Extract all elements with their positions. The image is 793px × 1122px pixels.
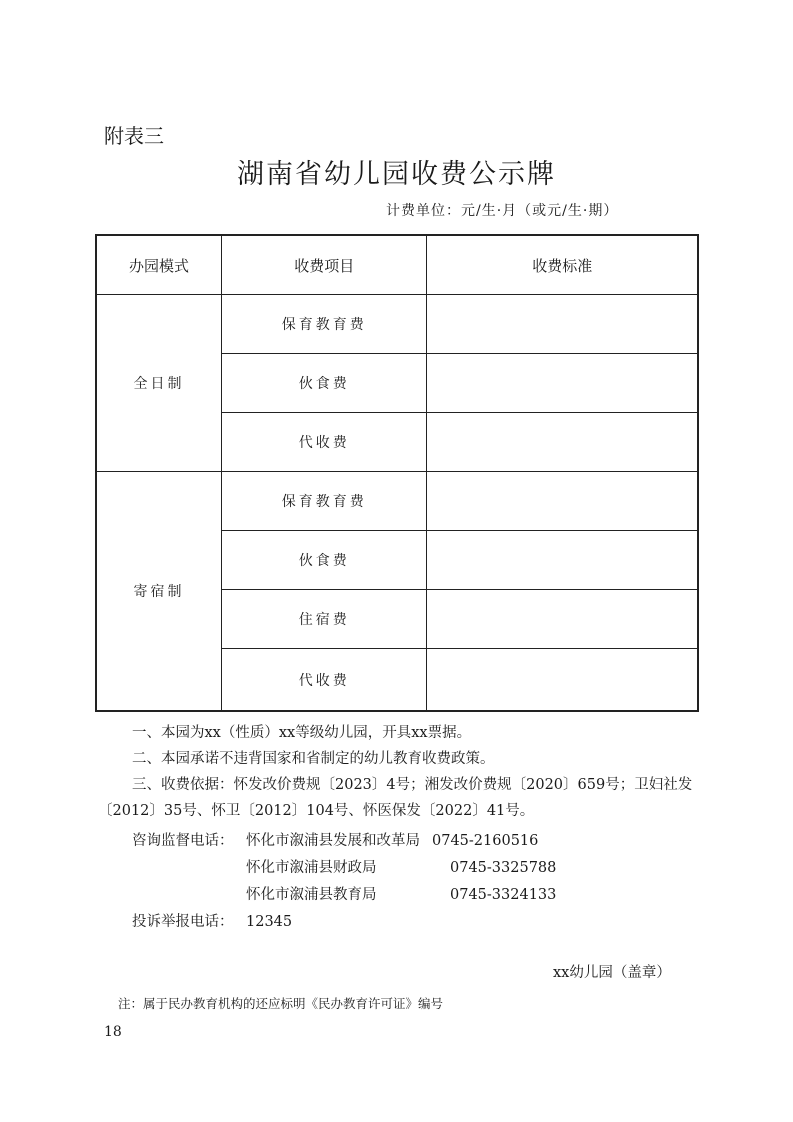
column-header-standard: 收费标准 [427, 235, 698, 295]
contact-phone: 0745-3324133 [450, 887, 557, 903]
note-item: 二、本园承诺不违背国家和省制定的幼儿教育收费政策。 [132, 751, 495, 767]
table-row [96, 295, 698, 354]
item-cell: 伙食费 [222, 531, 427, 590]
page-title: 湖南省幼儿园收费公示牌 [237, 159, 556, 190]
contact-org: 怀化市溆浦县教育局 [246, 887, 377, 903]
standard-cell [427, 413, 698, 472]
item-cell: 伙食费 [222, 354, 427, 413]
contact-org: 怀化市溆浦县发展和改革局 [246, 833, 420, 849]
standard-cell [427, 295, 698, 354]
table-header-row [96, 235, 698, 295]
attachment-label: 附表三 [104, 124, 164, 148]
item-cell: 代收费 [222, 649, 427, 712]
mode-cell-fullday: 全日制 [96, 295, 222, 472]
item-cell: 保育教育费 [222, 295, 427, 354]
note-item: 三、收费依据：怀发改价费规〔2023〕4号；湘发改价费规〔2020〕659号；卫妇社发〔2012〕35号、怀卫〔2012〕104号、怀医保发〔2022〕41号。 [98, 777, 693, 819]
complaint-label: 投诉举报电话： [132, 914, 234, 930]
contact-phone: 0745-2160516 [432, 833, 539, 849]
column-header-mode: 办园模式 [96, 235, 222, 295]
standard-cell [427, 649, 698, 712]
fee-table [95, 234, 699, 712]
note-item: 一、本园为xx（性质）xx等级幼儿园，开具xx票据。 [132, 725, 472, 741]
complaint-phone: 12345 [246, 914, 293, 930]
notes-block [98, 720, 696, 824]
contact-org: 怀化市溆浦县财政局 [246, 860, 377, 876]
column-header-item: 收费项目 [222, 235, 427, 295]
item-cell: 代收费 [222, 413, 427, 472]
item-cell: 保育教育费 [222, 472, 427, 531]
standard-cell [427, 354, 698, 413]
standard-cell [427, 590, 698, 649]
supervision-label: 咨询监督电话： [132, 833, 234, 849]
page-number: 18 [104, 1024, 122, 1040]
seal-line: xx幼儿园（盖章） [553, 965, 671, 981]
fee-unit: 计费单位：元/生·月（或元/生·期） [386, 203, 619, 219]
standard-cell [427, 472, 698, 531]
mode-cell-boarding: 寄宿制 [96, 472, 222, 712]
item-cell: 住宿费 [222, 590, 427, 649]
footnote: 注：属于民办教育机构的还应标明《民办教育许可证》编号 [118, 996, 444, 1011]
standard-cell [427, 531, 698, 590]
contact-phone: 0745-3325788 [450, 860, 557, 876]
table-row [96, 472, 698, 531]
